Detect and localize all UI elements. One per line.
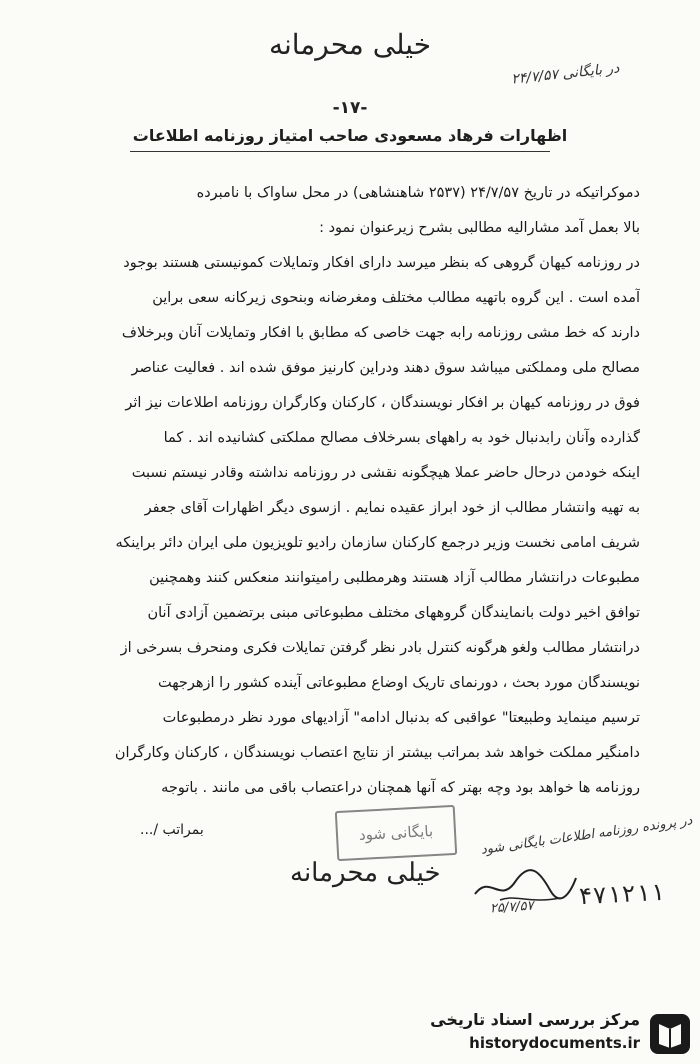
body-line: دامنگیر مملکت خواهد شد بمراتب بیشتر از نتایج اعتصاب نویسندگان ، کارکنان وکارگران	[114, 745, 640, 761]
book-logo-icon	[648, 1012, 692, 1056]
title-underline	[130, 151, 550, 152]
archive-watermark	[412, 1006, 692, 1058]
body-line: به تهیه وانتشار مطالب از خود ابراز عقیده نمایم . ازسوی دیگر اظهارات آقای جعفر	[144, 500, 640, 516]
body-line: نویسندگان مورد بحث ، دورنمای تاریک اوضاع مطبوعاتی آینده کشور را ازهرجهت	[157, 675, 640, 691]
body-line: درانتشار مطالب ولغو هرگونه کنترل بادر نظر گرفتن تمایلات فکری ومنحرف بسرخی از	[120, 640, 640, 656]
body-line: اینکه خودمن درحال حاضر عملا هیچگونه نقشی در روزنامه نداشته وقادر نیستم نسبت	[131, 465, 640, 481]
body-line: فوق در روزنامه کیهان بر افکار نویسندگان ، کارکنان وکارگران روزنامه اطلاعات نیز اثر	[125, 395, 640, 411]
watermark-site: historydocuments.ir	[469, 1034, 640, 1052]
signature-date: ۲۵/۷/۵۷	[489, 898, 535, 917]
body-line: شریف امامی نخست وزیر درجمع کارکنان سازمان رادیو تلویزیون ملی ایران دائر براینکه	[115, 535, 640, 551]
body-line: روزنامه ها خواهد بود وچه بهتر که آنها همچنان دراعتصاب باقی می مانند . باتوجه	[161, 780, 640, 796]
body-line: آمده است . این گروه باتهیه مطالب مختلف ومغرضانه وبنحوی زیرکانه سعی براین	[152, 290, 640, 306]
classification-label-top: خیلی محرمانه	[268, 28, 432, 61]
handwritten-margin-note: در بایگانی ۲۴/۷/۵۷	[510, 60, 621, 88]
continuation-note: بمراتب /...	[140, 822, 204, 838]
document-body	[60, 176, 640, 806]
body-line: ترسیم مینماید وطبیعتا" عواقبی که بدنبال ادامه" آزادیهای مورد نظر درمطبوعات	[162, 710, 640, 726]
body-line: مطبوعات درانتشار مطالب آزاد هستند وهرمطلبی رامیتوانند منعکس کنند وهمچنین	[149, 570, 640, 586]
document-title: اظهارات فرهاد مسعودی صاحب امتیاز روزنامه اطلاعات	[132, 126, 568, 145]
watermark-title: مرکز بررسی اسناد تاریخی	[430, 1010, 640, 1029]
body-line: دارند که خط مشی روزنامه رابه جهت خاصی که مطابق با افکار وتمایلات آنان وبرخلاف	[121, 325, 640, 341]
body-line: توافق اخیر دولت بانمایندگان گروههای مختلف مطبوعاتی مبنی برتضمین آزادی آنان	[147, 605, 640, 621]
body-line: گذارده وآنان رابدنبال خود به راههای بسرخلاف مصالح مملکتی کشانیده اند . کما	[163, 430, 640, 446]
document-code: ۴۷۱۲۱۱	[577, 877, 666, 911]
body-line: در روزنامه کیهان گروهی که بنظر میرسد دارای افکار وتمایلات کمونیستی هستند بوجود	[123, 255, 640, 271]
body-line: دموکراتیکه در تاریخ ۲۴/۷/۵۷ (۲۵۳۷ شاهنشاهی) در محل ساواک با نامبرده	[196, 185, 640, 201]
body-line: مصالح ملی ومملکتی میباشد سوق دهند ودراین کارنیز موفق شده اند . فعالیت عناصر	[131, 360, 640, 376]
archive-stamp: بایگانی شود	[335, 805, 457, 861]
page-number: -۱۷-	[332, 98, 368, 118]
body-line: بالا بعمل آمد مشارالیه مطالبی بشرح زیرعنوان نمود :	[319, 220, 640, 236]
classification-label-bottom: خیلی محرمانه	[290, 858, 441, 888]
handwritten-archive-note: در پرونده روزنامه اطلاعات بایگانی شود	[479, 813, 694, 858]
